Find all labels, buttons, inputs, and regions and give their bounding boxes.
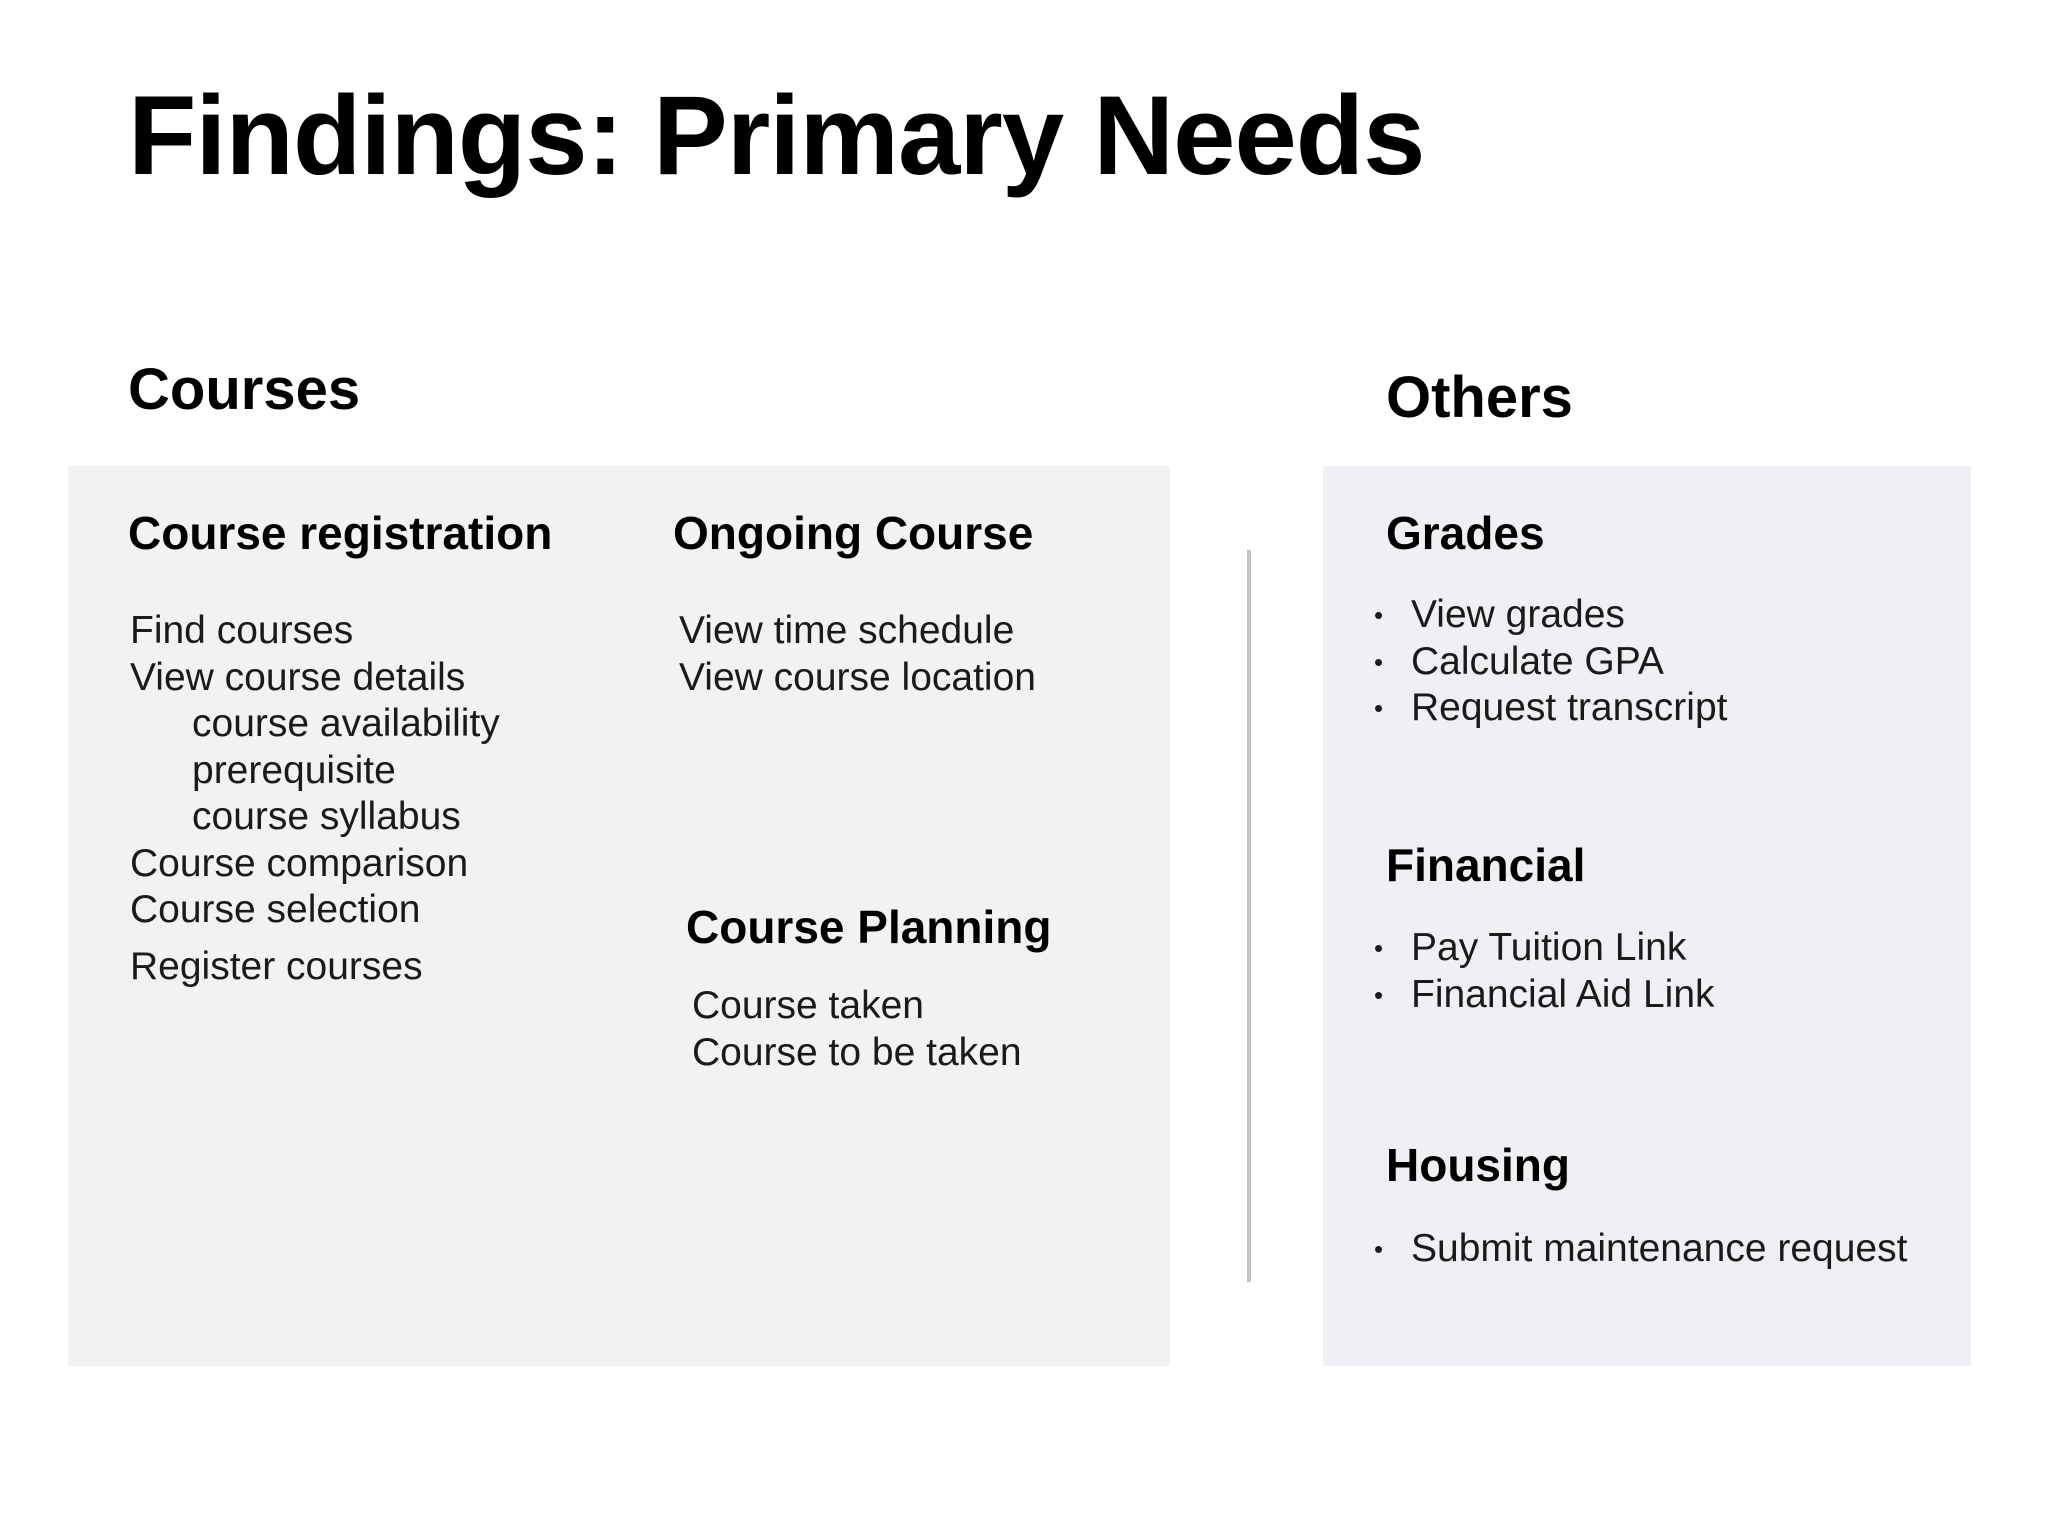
list-item: Course comparison xyxy=(130,841,469,885)
list-item: Register courses xyxy=(130,944,423,988)
bullet-item: • Calculate GPA xyxy=(1374,639,1727,686)
page-title: Findings: Primary Needs xyxy=(128,73,1425,198)
list-item: View time schedule xyxy=(679,609,1015,652)
course-registration-list xyxy=(130,608,500,990)
ongoing-course-list xyxy=(679,608,1036,701)
list-sub-item: prerequisite xyxy=(192,748,396,792)
list-item: View course location xyxy=(679,655,1036,699)
courses-section-heading: Courses xyxy=(128,357,361,422)
housing-list xyxy=(1374,1226,1907,1273)
bullet-item: • View grades xyxy=(1374,592,1727,639)
grades-list xyxy=(1374,592,1727,732)
financial-heading: Financial xyxy=(1386,839,1586,891)
bullet-item: • Request transcript xyxy=(1374,685,1727,732)
list-item: View course details xyxy=(130,655,466,699)
bullet-item: • Submit maintenance request xyxy=(1374,1226,1907,1273)
course-planning-heading: Course Planning xyxy=(686,901,1052,953)
financial-list xyxy=(1374,925,1715,1018)
list-item: Find courses xyxy=(130,609,354,652)
grades-heading: Grades xyxy=(1386,507,1545,559)
list-item: Course to be taken xyxy=(692,1030,1022,1074)
section-divider xyxy=(1247,550,1251,1282)
list-item: Course taken xyxy=(692,984,924,1027)
bullet-item: • Financial Aid Link xyxy=(1374,972,1715,1019)
others-section-heading: Others xyxy=(1386,365,1573,430)
ongoing-course-heading: Ongoing Course xyxy=(673,507,1034,559)
housing-heading: Housing xyxy=(1386,1139,1570,1191)
list-sub-item: course availability xyxy=(192,702,500,745)
list-item: Course selection xyxy=(130,888,421,931)
course-planning-list xyxy=(692,983,1022,1076)
list-sub-item: course syllabus xyxy=(192,795,461,838)
course-registration-heading: Course registration xyxy=(128,507,553,559)
bullet-item: • Pay Tuition Link xyxy=(1374,925,1715,972)
